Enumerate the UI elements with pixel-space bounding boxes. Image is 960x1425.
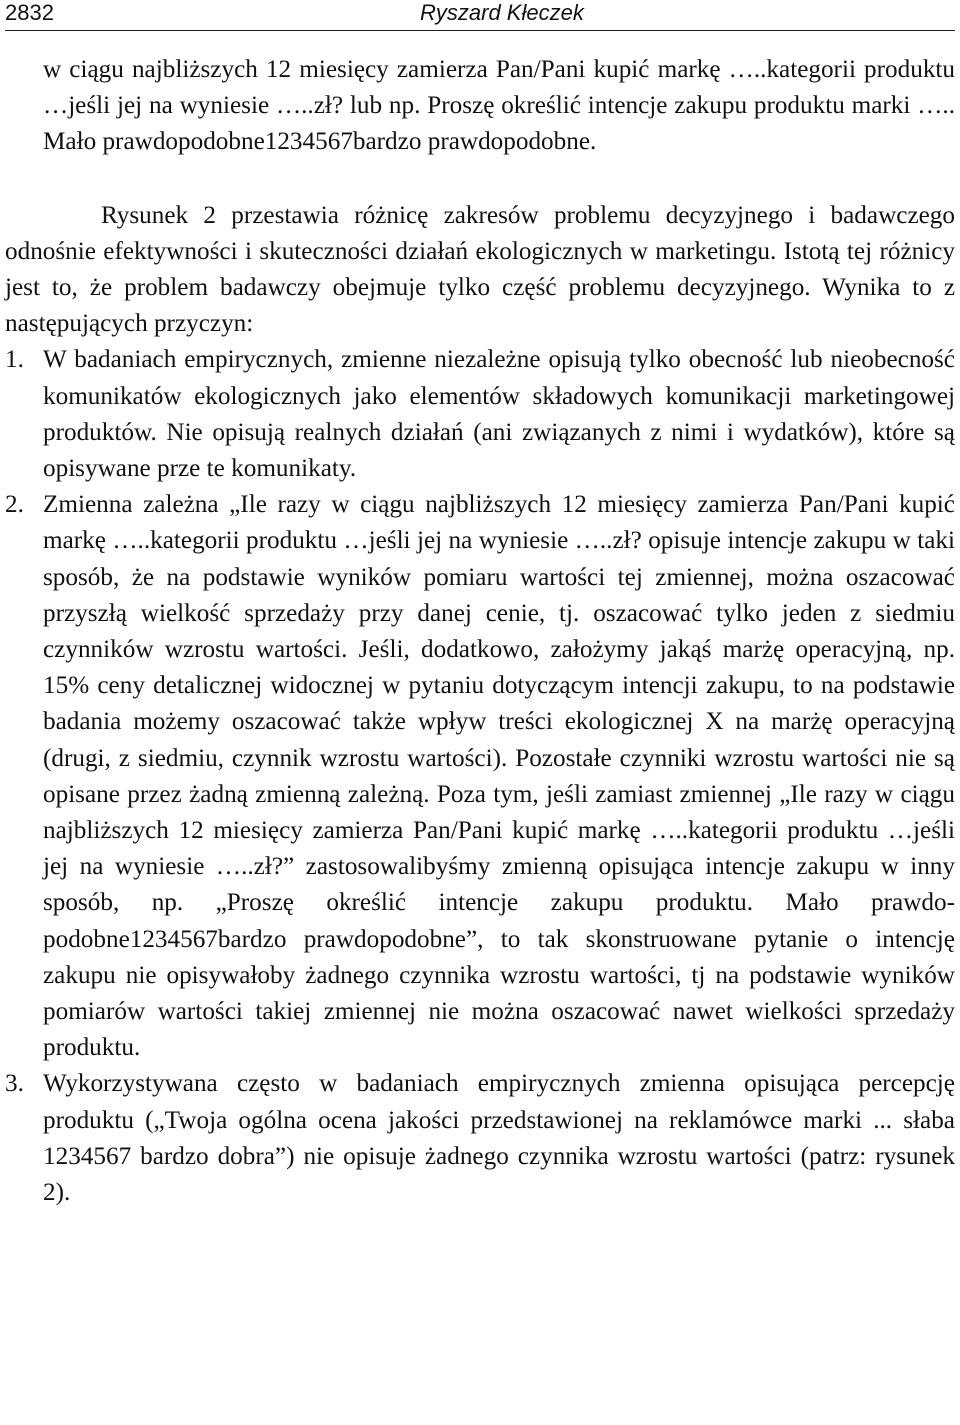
list-item-text: Zmienna zależna „Ile razy w ciągu najbliższych 12 miesięcy zamierza Pan/Pani kupić markę …..kategorii produktu …jeśli jej na wyniesie …..zł? opisuje intencje zakupu w taki sposób, że na podstawie wyników pomiaru wartości tej zmiennej, można oszacować przyszłą wielkość sprzedaży przy danej cenie, tj. oszacować tylko jeden z siedmiu czynników wzrostu wartości. Jeśli, dodatkowo, założymy jakąś marżę operacyjną, np. 15% ceny detalicznej widocznej w pytaniu dotyczącym intencji zakupu, to na podstawie badania możemy oszacować także wpływ treści ekologicznej X na marżę operacyjną (drugi, z siedmiu, czynnik wzrostu wartości). Pozostałe czynniki wzrostu wartości nie są opisane przez żadną zmienną zależną. Poza tym, jeśli zamiast zmiennej „Ile razy w ciągu najbliższych 12 miesięcy zamierza Pan/Pani kupić markę …..kategorii produktu …jeśli jej na wyniesie …..zł?” zastosowalibyśmy zmienną opisująca intencje zakupu w inny sposób, np. „Proszę określić intencje zakupu produktu. Mało prawdopodobne1234567bardzo prawdopodobne”, to tak skonstruowane pytanie o intencję zakupu nie opisywałoby żadnego czynnika wzrostu wartości, tj na podstawie wyników pomiarów wartości takiej zmiennej nie można oszacować nawet wielkości sprzedaży produktu. [43,491,955,1062]
list-item-number: 3. [5,1070,24,1098]
list-item [5,1066,955,1211]
page-body [5,52,955,1211]
intro-paragraph: Rysunek 2 przestawia różnicę zakresów problemu decyzyjnego i badawczego odnośnie efektywności i skuteczności działań ekologicznych w marketingu. Istotą tej różnicy jest to, że problem badawczy obejmuje tylko część problemu decyzyjnego. Wynika to z następujących przyczyn: [5,201,955,338]
list-item-number: 1. [5,346,24,374]
list-item-text: W badaniach empirycznych, zmienne niezależne opisują tylko obecność lub nieobecność komunikatów ekologicznych jako elementów składowych komunikacji marketingowej produktów. Nie opisują realnych działań (ani związanych z nimi i wydatków), które są opisywane prze te komunikaty. [43,346,955,483]
page-number: 2832 [5,0,54,25]
list-item-text: Wykorzystywana często w badaniach empirycznych zmienna opisująca percepcję produktu („Twoja ogólna ocena jakości przedstawionej na reklamówce marki ... słaba 1234567 bardzo dobra”) nie opisuje żadnego czynnika wzrostu wartości (patrz: rysunek 2). [43,1070,955,1207]
list-item-number: 2. [5,491,24,519]
list-item [5,487,955,1066]
running-head [5,0,955,31]
list-item [5,342,955,487]
running-title: Ryszard Kłeczek [420,0,584,25]
continuation-paragraph: w ciągu najbliższych 12 miesięcy zamierza Pan/Pani kupić markę …..kategorii produktu …jeśli jej na wyniesie …..zł? lub np. Proszę określić intencje zakupu produktu marki ….. Mało prawdopodobne1234567bardzo prawdopodobne. [43,56,955,156]
